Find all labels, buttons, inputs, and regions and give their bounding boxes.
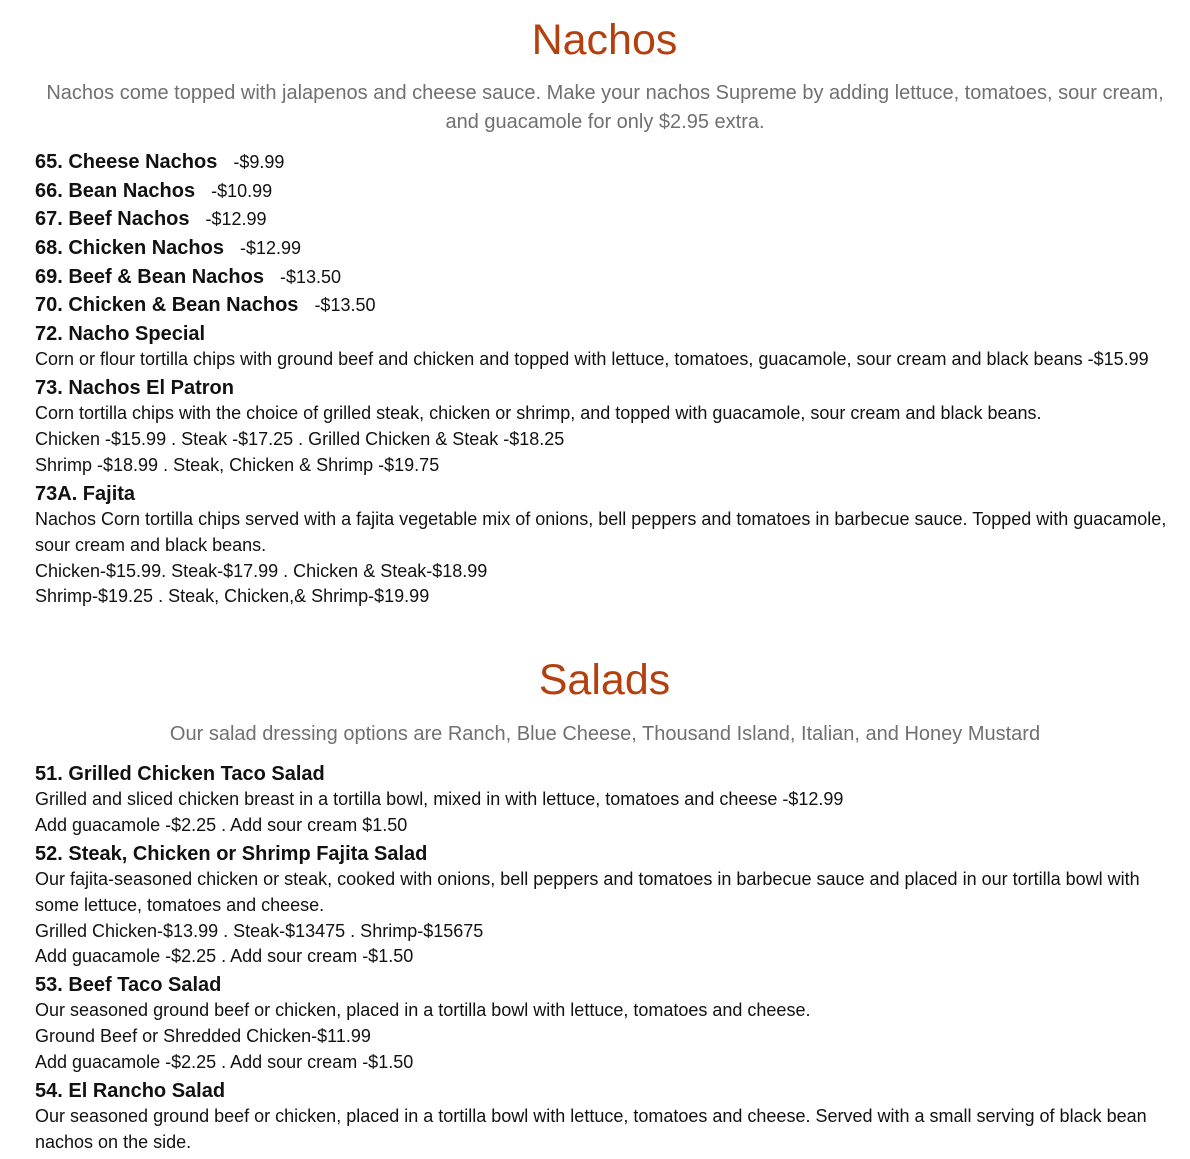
- item-addons: Add guacamole -$2.25 . Add sour cream $1.50: [35, 814, 408, 835]
- item-name: 70. Chicken & Bean Nachos: [35, 294, 299, 317]
- nachos-section-title: Nachos: [531, 16, 678, 64]
- item-prices: Ground Beef or Shredded Chicken-$11.99: [35, 1025, 371, 1046]
- item-name: 65. Cheese Nachos: [35, 151, 218, 173]
- menu-item-nacho-special: [35, 321, 1175, 373]
- list-item: [35, 263, 376, 292]
- item-name: 67. Beef Nachos: [35, 208, 190, 231]
- item-name: 66. Bean Nachos: [35, 179, 196, 202]
- list-item: [35, 291, 376, 320]
- item-name: 53. Beef Taco Salad: [35, 974, 222, 996]
- item-name: 72. Nacho Special: [35, 323, 206, 345]
- item-name: 69. Beef & Bean Nachos: [35, 265, 264, 288]
- menu-item-el-rancho-salad: [35, 1078, 1175, 1156]
- item-price: -$12.99: [205, 209, 267, 230]
- item-addons: Add guacamole -$2.25 . Add sour cream -$1.50: [35, 1051, 414, 1072]
- item-prices: Chicken-$15.99. Steak-$17.99 . Chicken & Steak-$18.99: [35, 560, 488, 581]
- salads-section-subtitle: Our salad dressing options are Ranch, Blue Cheese, Thousand Island, Italian, and Honey Mustard: [169, 723, 1041, 745]
- item-price: -$12.99: [239, 238, 302, 259]
- nachos-simple-list: [35, 148, 376, 320]
- item-name: 52. Steak, Chicken or Shrimp Fajita Salad: [35, 843, 428, 865]
- menu-item-beef-taco-salad: [35, 972, 1175, 1075]
- item-description: Our fajita-seasoned chicken or steak, cooked with onions, bell peppers and tomatoes in barbecue sauce and placed in our tortilla bowl with some lettuce, tomatoes and cheese.: [35, 869, 1140, 915]
- item-price: -$9.99: [233, 152, 285, 172]
- item-prices: Grilled Chicken-$13.99 . Steak-$13475 . Shrimp-$15675: [35, 920, 484, 941]
- item-description: Nachos Corn tortilla chips served with a fajita vegetable mix of onions, bell peppers and tomatoes in barbecue sauce. Topped with guacamole, sour cream and black beans.: [35, 509, 1167, 555]
- item-prices: Shrimp-$19.25 . Steak, Chicken,& Shrimp-$19.99: [35, 586, 430, 607]
- list-item: [35, 234, 376, 263]
- item-name: 51. Grilled Chicken Taco Salad: [35, 763, 325, 785]
- menu-item-nachos-el-patron: [35, 375, 1175, 478]
- item-description: Corn tortilla chips with the choice of grilled steak, chicken or shrimp, and topped with guacamole, sour cream and black beans.: [35, 403, 1042, 423]
- list-item: [35, 205, 376, 234]
- list-item: [35, 177, 376, 206]
- item-name: 73A. Fajita: [35, 483, 136, 505]
- menu-item-fajita-nachos: [35, 481, 1175, 610]
- nachos-section-subtitle: Nachos come topped with jalapenos and cheese sauce. Make your nachos Supreme by adding lettuce, tomatoes, sour cream, and guacamole for only $2.95 extra.: [46, 82, 1164, 133]
- item-addons: Add guacamole -$2.25 . Add sour cream -$1.50: [35, 946, 414, 967]
- item-prices: Shrimp -$18.99 . Steak, Chicken & Shrimp -$19.75: [35, 454, 440, 475]
- item-prices: Chicken -$15.99 . Steak -$17.25 . Grilled Chicken & Steak -$18.25: [35, 428, 565, 449]
- menu-item-grilled-chicken-taco-salad: [35, 761, 1175, 839]
- item-price: -$13.50: [314, 295, 376, 316]
- list-item: [35, 148, 376, 177]
- item-description: Our seasoned ground beef or chicken, placed in a tortilla bowl with lettuce, tomatoes and cheese. Served with a small serving of black bean nachos on the side.: [35, 1106, 1147, 1152]
- item-description: Grilled and sliced chicken breast in a tortilla bowl, mixed in with lettuce, tomatoes and cheese -$12.99: [35, 789, 844, 809]
- item-name: 68. Chicken Nachos: [35, 237, 224, 260]
- item-description: Corn or flour tortilla chips with ground beef and chicken and topped with lettuce, tomatoes, guacamole, sour cream and black beans -$15.99: [35, 349, 1149, 369]
- menu-item-fajita-salad: [35, 841, 1175, 970]
- item-price: -$10.99: [211, 180, 273, 201]
- item-name: 73. Nachos El Patron: [35, 377, 234, 399]
- salads-section-title: Salads: [538, 656, 671, 704]
- item-name: 54. El Rancho Salad: [35, 1080, 226, 1102]
- item-price: -$13.50: [279, 266, 342, 287]
- item-description: Our seasoned ground beef or chicken, placed in a tortilla bowl with lettuce, tomatoes and cheese.: [35, 1000, 811, 1020]
